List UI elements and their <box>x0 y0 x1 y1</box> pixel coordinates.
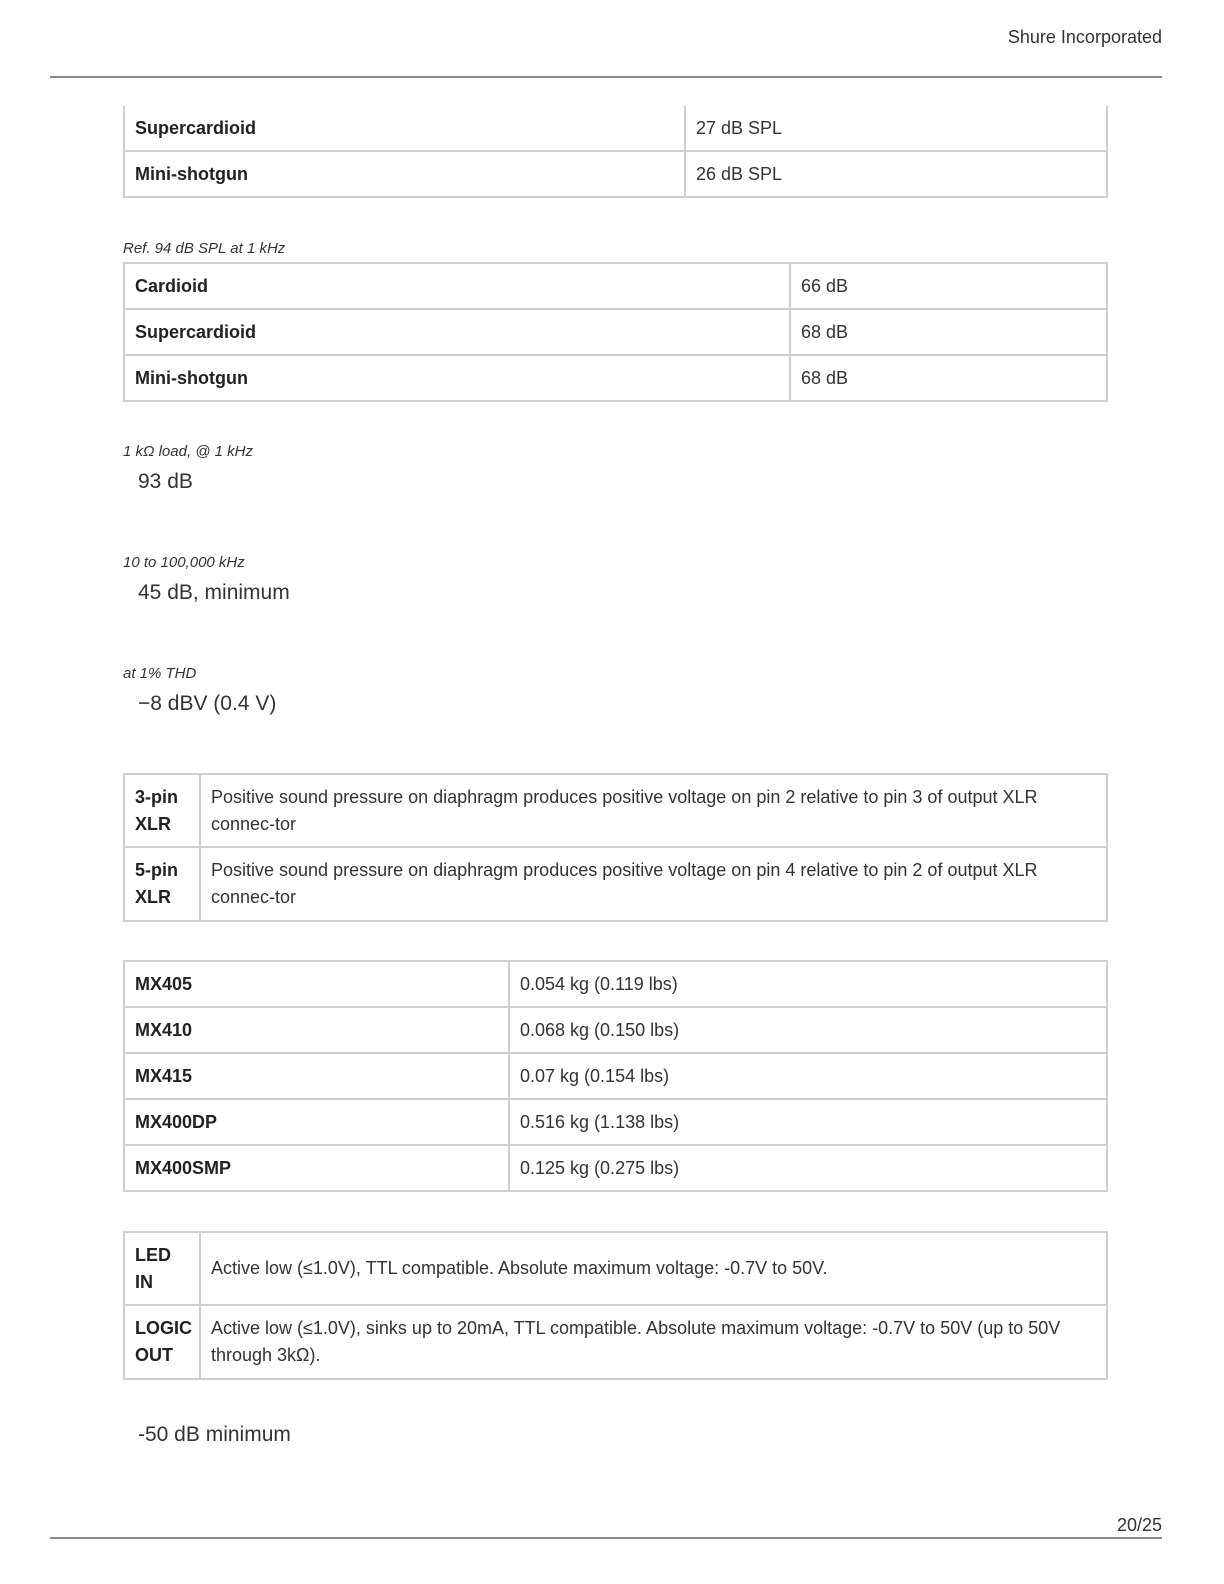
row-value: Active low (≤1.0V), TTL compatible. Absolute maximum voltage: -0.7V to 50V. <box>200 1232 1107 1305</box>
table-row <box>124 106 1107 151</box>
row-value: 66 dB <box>790 263 1107 309</box>
row-label: 5-pin XLR <box>124 847 200 921</box>
row-value: 68 dB <box>790 355 1107 401</box>
table-row <box>124 774 1107 847</box>
rejection-value: 45 dB, minimum <box>138 581 290 604</box>
row-label: MX400SMP <box>124 1145 509 1191</box>
dynamic-range-caption: 1 kΩ load, @ 1 kHz <box>123 443 254 460</box>
row-label: MX415 <box>124 1053 509 1099</box>
table-row <box>124 1145 1107 1191</box>
table-row <box>124 1232 1107 1305</box>
row-label: MX405 <box>124 961 509 1007</box>
row-value: Positive sound pressure on diaphragm produces positive voltage on pin 4 relative to pin 2 of output XLR connec-tor <box>200 847 1107 921</box>
row-label: 3-pin XLR <box>124 774 200 847</box>
dynamic-range-value: 93 dB <box>138 470 193 493</box>
row-value: 0.516 kg (1.138 lbs) <box>509 1099 1107 1145</box>
row-value: 68 dB <box>790 309 1107 355</box>
clipping-caption: at 1% THD <box>123 665 197 682</box>
clipping-value: −8 dBV (0.4 V) <box>138 692 277 715</box>
footer-rule <box>50 1537 1162 1539</box>
header-rule <box>50 76 1162 78</box>
page-header-company: Shure Incorporated <box>1007 27 1162 47</box>
row-label: MX410 <box>124 1007 509 1053</box>
row-label: LED IN <box>124 1232 200 1305</box>
logic-table <box>123 1231 1108 1380</box>
rejection-caption: 10 to 100,000 kHz <box>123 554 245 571</box>
weight-table <box>123 960 1108 1192</box>
polarity-section <box>123 773 1106 922</box>
table-row <box>124 355 1107 401</box>
page-number: 20/25 <box>1116 1515 1162 1535</box>
row-label: LOGIC OUT <box>124 1305 200 1379</box>
row-value: 0.125 kg (0.275 lbs) <box>509 1145 1107 1191</box>
row-label: Supercardioid <box>124 309 790 355</box>
table-row <box>124 961 1107 1007</box>
row-label: Mini-shotgun <box>124 151 685 197</box>
row-value: Positive sound pressure on diaphragm produces positive voltage on pin 2 relative to pin 3 of output XLR connec-tor <box>200 774 1107 847</box>
row-value: 0.054 kg (0.119 lbs) <box>509 961 1107 1007</box>
polarity-table <box>123 773 1108 922</box>
final-spec-value: -50 dB minimum <box>138 1423 291 1446</box>
row-label: Cardioid <box>124 263 790 309</box>
table-row <box>124 1305 1107 1379</box>
snr-section <box>123 262 1106 402</box>
row-value: 0.068 kg (0.150 lbs) <box>509 1007 1107 1053</box>
table-row <box>124 1053 1107 1099</box>
snr-caption: Ref. 94 dB SPL at 1 kHz <box>123 240 286 257</box>
table-row <box>124 1099 1107 1145</box>
row-value: 0.07 kg (0.154 lbs) <box>509 1053 1107 1099</box>
self-noise-section <box>123 106 1106 198</box>
row-value: 27 dB SPL <box>685 106 1107 151</box>
table-row <box>124 847 1107 921</box>
logic-section <box>123 1231 1106 1380</box>
row-label: Supercardioid <box>124 106 685 151</box>
row-label: MX400DP <box>124 1099 509 1145</box>
table-row <box>124 151 1107 197</box>
weight-section <box>123 960 1106 1192</box>
table-row <box>124 309 1107 355</box>
self-noise-table <box>123 106 1108 198</box>
table-row <box>124 263 1107 309</box>
row-value: 26 dB SPL <box>685 151 1107 197</box>
row-value: Active low (≤1.0V), sinks up to 20mA, TTL compatible. Absolute maximum voltage: -0.7V to 50V (up to 50V through 3kΩ). <box>200 1305 1107 1379</box>
row-label: Mini-shotgun <box>124 355 790 401</box>
table-row <box>124 1007 1107 1053</box>
snr-table <box>123 262 1108 402</box>
